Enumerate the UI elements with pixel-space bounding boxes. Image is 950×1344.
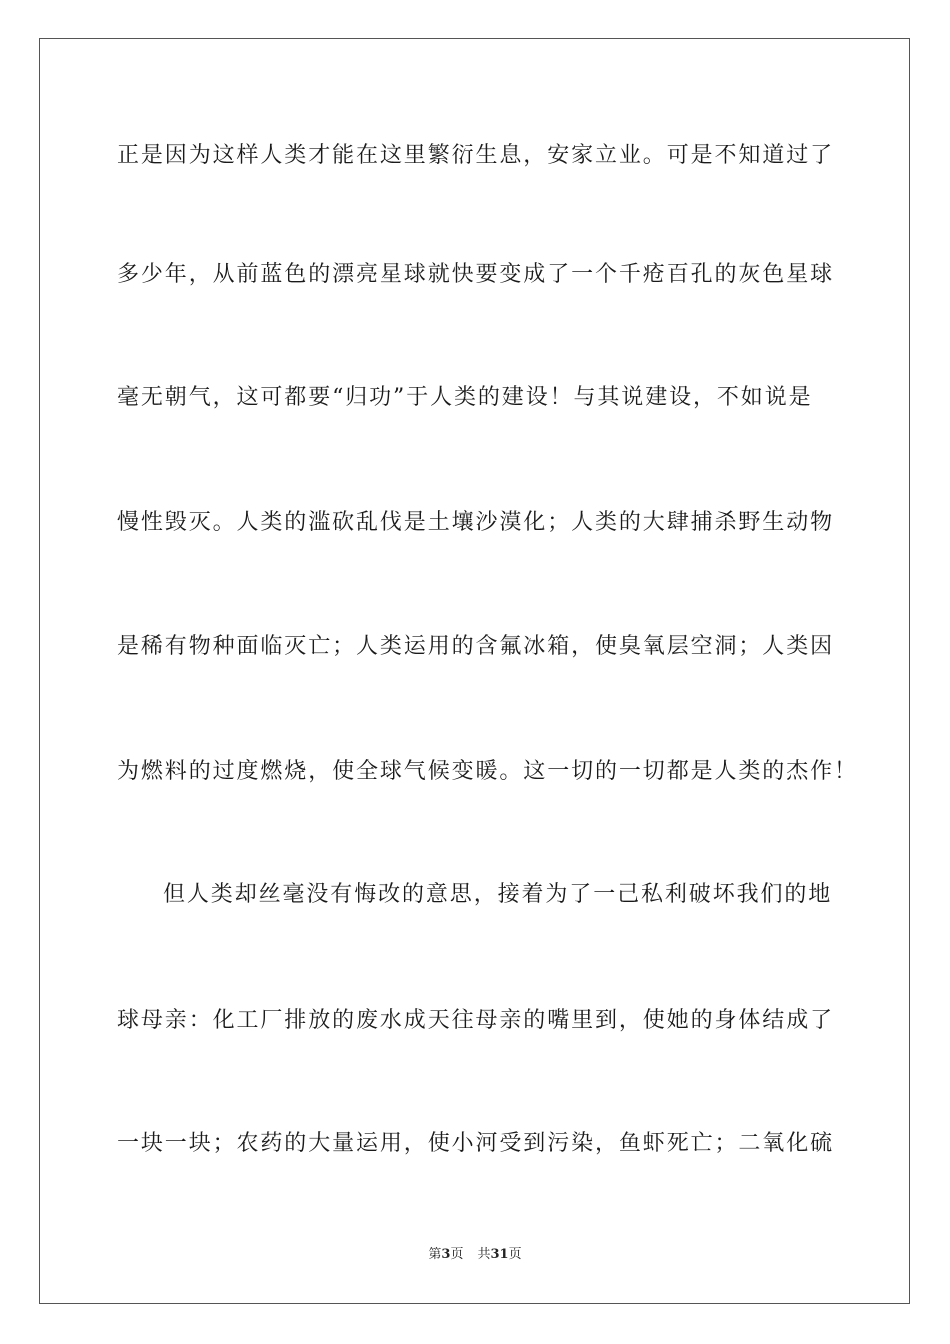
text-line-3: 毫无朝气，这可都要“归功”于人类的建设！与其说建设，不如说是 xyxy=(117,385,813,410)
text-line-8: 球母亲：化工厂排放的废水成天往母亲的嘴里到，使她的身体结成了 xyxy=(117,1008,835,1033)
page-border xyxy=(39,38,910,1304)
total-suffix: 页 xyxy=(508,1247,522,1262)
text-line-1: 正是因为这样人类才能在这里繁衍生息，安家立业。可是不知道过了 xyxy=(117,143,835,168)
total-prefix: 共 xyxy=(477,1247,491,1262)
page-footer xyxy=(0,1246,950,1264)
text-line-2: 多少年，从前蓝色的漂亮星球就快要变成了一个千疮百孔的灰色星球 xyxy=(117,262,835,287)
total-pages: 31 xyxy=(490,1247,509,1262)
text-line-7-paragraph-start: 但人类却丝毫没有悔改的意思，接着为了一己私利破坏我们的地 xyxy=(163,882,833,907)
page-suffix: 页 xyxy=(450,1247,464,1262)
page-number: 3 xyxy=(441,1247,451,1262)
text-line-6: 为燃料的过度燃烧，使全球气候变暖。这一切的一切都是人类的杰作！ xyxy=(117,759,858,784)
text-line-5: 是稀有物种面临灭亡；人类运用的含氟冰箱，使臭氧层空洞；人类因 xyxy=(117,634,835,659)
text-line-4: 慢性毁灭。人类的滥砍乱伐是土壤沙漠化；人类的大肆捕杀野生动物 xyxy=(117,510,835,535)
text-line-9: 一块一块；农药的大量运用，使小河受到污染，鱼虾死亡；二氧化硫 xyxy=(117,1131,835,1156)
page-prefix: 第 xyxy=(428,1247,442,1262)
